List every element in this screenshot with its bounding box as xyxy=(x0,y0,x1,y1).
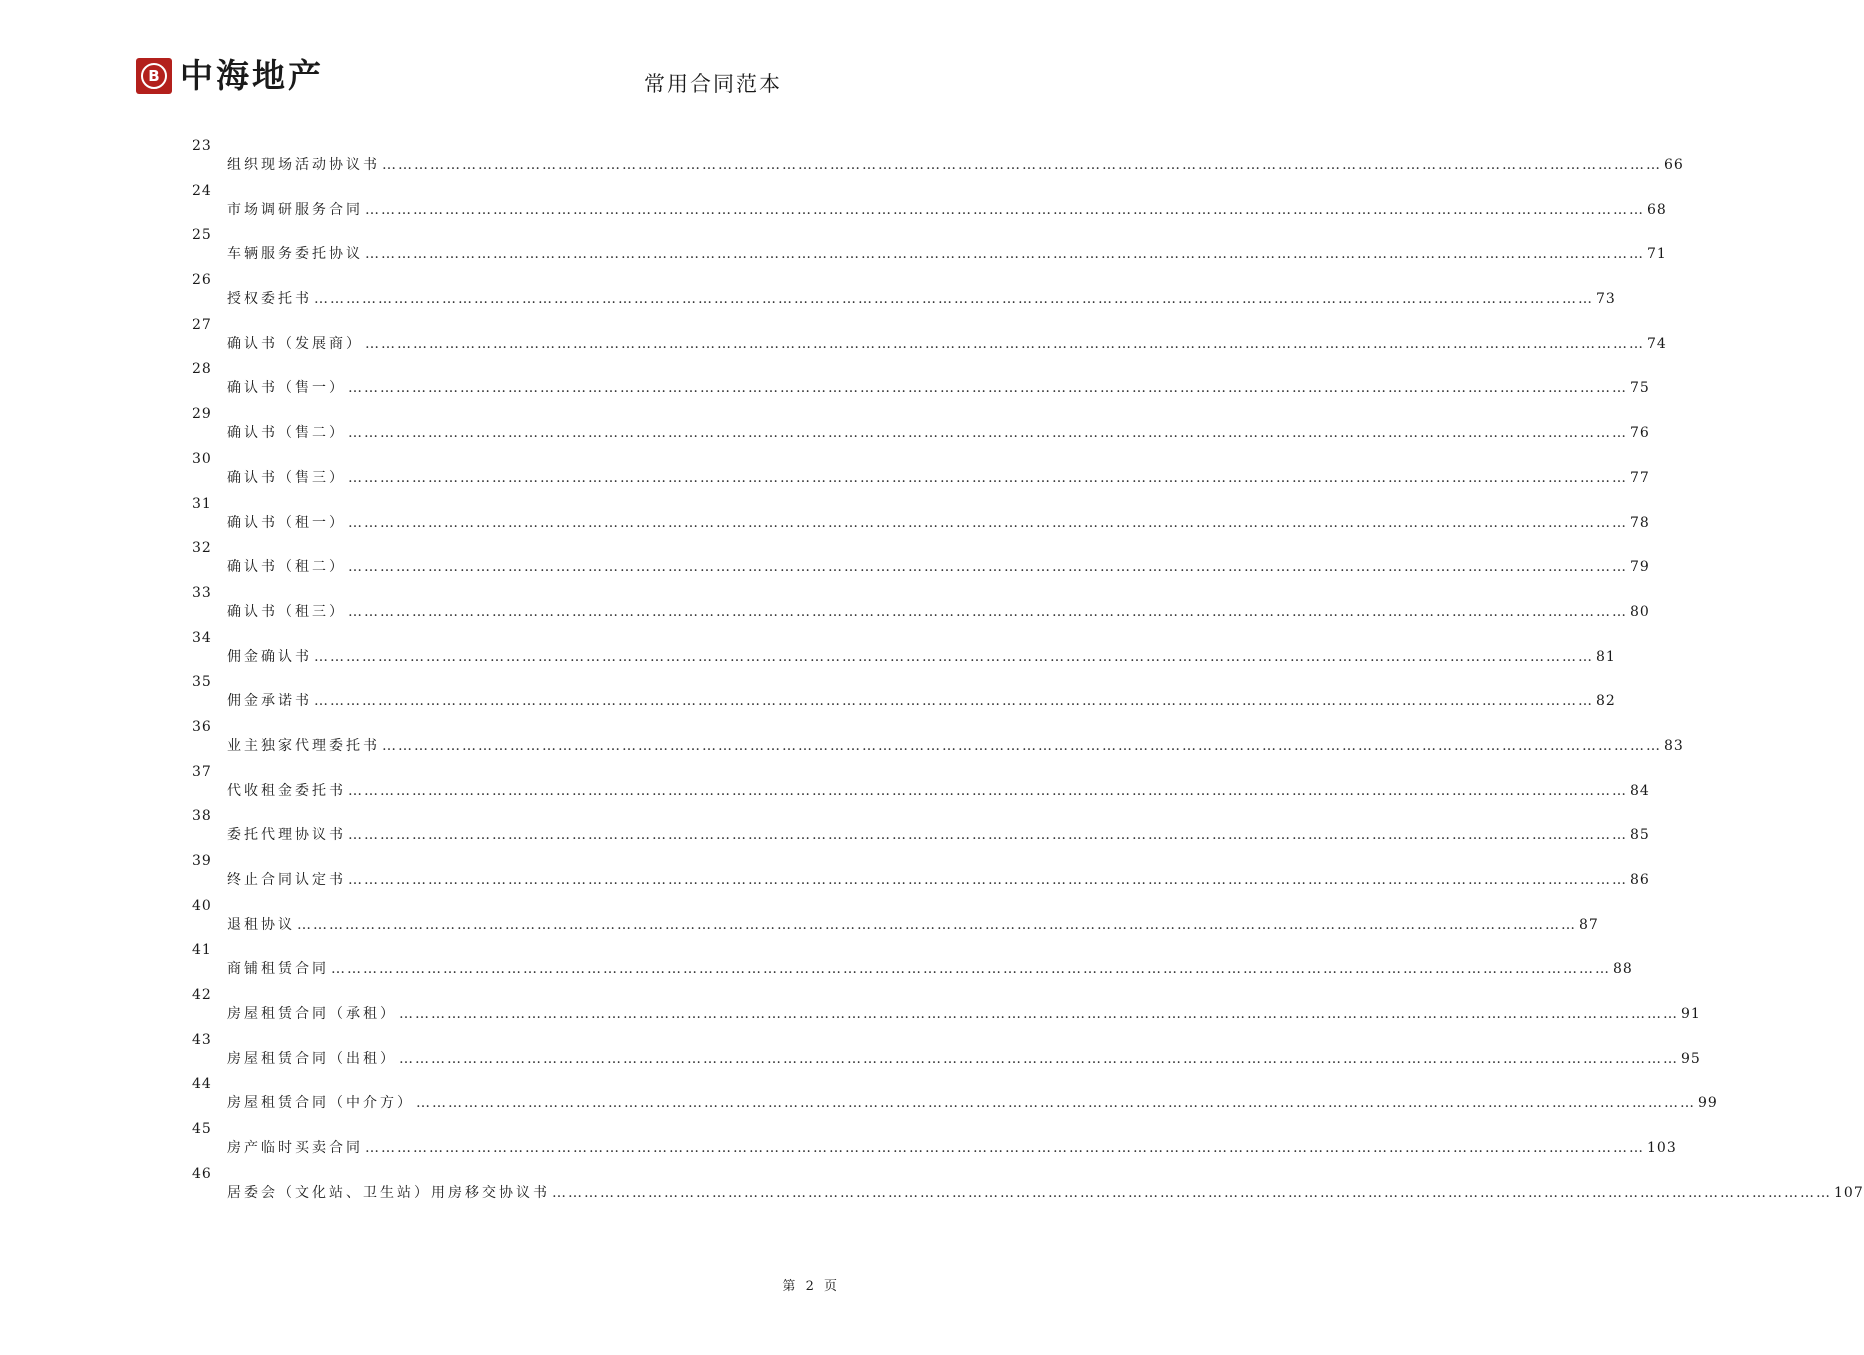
toc-leader-dots: …………………………………………………………………………………………………………………………………………………………………………………………………………………… xyxy=(399,1006,1679,1023)
toc-entry-number: 40 xyxy=(192,897,212,914)
toc-entry-line xyxy=(227,1137,1677,1157)
footer-page-number: 2 xyxy=(805,1279,815,1294)
toc-entry-title: 确认书（售二） xyxy=(227,425,346,442)
toc-entry-line xyxy=(227,288,1616,308)
toc-leader-dots: …………………………………………………………………………………………………………………………………………………………………………………………………………………… xyxy=(348,425,1628,442)
toc-entry-line xyxy=(227,556,1650,576)
toc-entry[interactable] xyxy=(0,540,1650,585)
toc-entry-title: 组织现场活动协议书 xyxy=(227,157,380,173)
footer-suffix: 页 xyxy=(823,1279,838,1294)
toc-entry-line xyxy=(227,1182,1864,1202)
toc-entry-title: 车辆服务委托协议 xyxy=(227,246,363,263)
toc-entry-number: 43 xyxy=(192,1031,212,1048)
toc-entry-title: 业主独家代理委托书 xyxy=(227,737,380,754)
toc-entry-title: 退租协议 xyxy=(227,916,295,933)
toc-entry-line xyxy=(227,869,1650,889)
toc-entry-number: 29 xyxy=(192,406,212,423)
toc-leader-dots: …………………………………………………………………………………………………………………………………………………………………………………………………………………… xyxy=(348,559,1628,576)
toc-entry-page: 83 xyxy=(1664,737,1684,754)
toc-entry[interactable] xyxy=(0,897,1599,943)
toc-leader-dots: …………………………………………………………………………………………………………………………………………………………………………………………………………………… xyxy=(382,157,1662,173)
toc-entry-line xyxy=(227,735,1684,755)
toc-leader-dots: …………………………………………………………………………………………………………………………………………………………………………………………………………………… xyxy=(365,201,1645,218)
toc-entry[interactable] xyxy=(0,763,1650,809)
logo-seal-glyph: B xyxy=(148,66,160,85)
toc-entry-line xyxy=(227,467,1650,487)
toc-leader-dots: …………………………………………………………………………………………………………………………………………………………………………………………………………………… xyxy=(365,1140,1645,1157)
toc-leader-dots: …………………………………………………………………………………………………………………………………………………………………………………………………………………… xyxy=(348,514,1628,531)
toc-entry-page: 75 xyxy=(1630,380,1650,397)
toc-entry-title: 确认书（售一） xyxy=(227,380,346,397)
toc-entry[interactable] xyxy=(0,584,1650,630)
toc-entry[interactable] xyxy=(0,1121,1677,1166)
toc-entry-line xyxy=(227,512,1650,532)
toc-entry-line xyxy=(227,377,1650,397)
toc-entry-page: 87 xyxy=(1579,916,1599,933)
toc-entry-number: 23 xyxy=(192,138,212,154)
toc-entry-line xyxy=(227,958,1633,978)
toc-leader-dots: …………………………………………………………………………………………………………………………………………………………………………………………………………………… xyxy=(552,1184,1832,1201)
toc-entry-page: 71 xyxy=(1647,246,1667,263)
toc-entry-title: 确认书（租三） xyxy=(227,603,346,620)
toc-entry-page: 103 xyxy=(1647,1140,1677,1157)
toc-entry-line xyxy=(227,199,1667,219)
toc-entry-number: 25 xyxy=(192,227,212,244)
toc-entry-line xyxy=(227,333,1667,353)
toc-entry-line xyxy=(227,1048,1701,1068)
toc-leader-dots: …………………………………………………………………………………………………………………………………………………………………………………………………………………… xyxy=(314,648,1594,665)
toc-leader-dots: …………………………………………………………………………………………………………………………………………………………………………………………………………………… xyxy=(348,872,1628,888)
toc-entry[interactable] xyxy=(0,1165,1864,1211)
toc-entry[interactable] xyxy=(0,942,1633,987)
toc-entry-number: 35 xyxy=(192,674,212,691)
toc-entry-title: 代收租金委托书 xyxy=(227,782,346,799)
toc-entry[interactable] xyxy=(0,227,1667,272)
toc-entry-number: 27 xyxy=(192,316,212,333)
toc-entry-number: 34 xyxy=(192,629,212,646)
toc-entry-line xyxy=(227,690,1616,710)
toc-entry[interactable] xyxy=(0,987,1701,1032)
table-of-contents xyxy=(0,138,1864,1211)
toc-entry-title: 确认书（租一） xyxy=(227,514,346,531)
document-title: 常用合同范本 xyxy=(644,72,782,96)
toc-entry-number: 44 xyxy=(192,1076,212,1093)
toc-entry-page: 85 xyxy=(1630,827,1650,844)
toc-entry[interactable] xyxy=(0,495,1650,541)
toc-leader-dots: …………………………………………………………………………………………………………………………………………………………………………………………………………………… xyxy=(348,782,1628,799)
toc-leader-dots: …………………………………………………………………………………………………………………………………………………………………………………………………………………… xyxy=(416,1095,1696,1112)
toc-entry-number: 38 xyxy=(192,808,212,825)
toc-entry-line xyxy=(227,1003,1701,1023)
toc-leader-dots: …………………………………………………………………………………………………………………………………………………………………………………………………………………… xyxy=(399,1050,1679,1067)
toc-entry-line xyxy=(227,914,1599,934)
toc-entry[interactable] xyxy=(0,138,1684,183)
toc-entry-line xyxy=(227,422,1650,442)
toc-entry-page: 99 xyxy=(1698,1095,1718,1112)
toc-entry-line xyxy=(227,243,1667,263)
toc-entry-title: 确认书（发展商） xyxy=(227,335,363,352)
brand-name: 中海地产 xyxy=(180,56,324,95)
toc-entry[interactable] xyxy=(0,629,1616,675)
toc-leader-dots: …………………………………………………………………………………………………………………………………………………………………………………………………………………… xyxy=(348,603,1628,620)
footer-prefix: 第 xyxy=(782,1279,797,1294)
toc-entry-title: 房屋租赁合同（中介方） xyxy=(227,1095,414,1112)
toc-entry-number: 37 xyxy=(192,763,212,780)
toc-entry-line xyxy=(227,601,1650,621)
toc-entry-number: 39 xyxy=(192,853,212,869)
company-logo xyxy=(136,58,324,94)
page-footer xyxy=(780,1275,840,1294)
toc-leader-dots: …………………………………………………………………………………………………………………………………………………………………………………………………………………… xyxy=(348,827,1628,844)
toc-entry-page: 76 xyxy=(1630,425,1650,442)
toc-entry-line xyxy=(227,1092,1718,1112)
toc-entry-line xyxy=(227,780,1650,800)
logo-seal-icon xyxy=(136,58,172,94)
toc-entry-number: 46 xyxy=(192,1165,212,1182)
toc-entry-number: 42 xyxy=(192,987,212,1004)
toc-entry-number: 31 xyxy=(192,495,212,512)
toc-entry-title: 确认书（售三） xyxy=(227,469,346,486)
toc-leader-dots: …………………………………………………………………………………………………………………………………………………………………………………………………………………… xyxy=(331,961,1611,978)
toc-entry-page: 95 xyxy=(1681,1050,1701,1067)
toc-entry[interactable] xyxy=(0,1031,1701,1077)
toc-entry-line xyxy=(227,824,1650,844)
toc-entry-page: 86 xyxy=(1630,872,1650,888)
toc-entry-page: 79 xyxy=(1630,559,1650,576)
toc-entry-title: 居委会（文化站、卫生站）用房移交协议书 xyxy=(227,1184,550,1201)
toc-entry-number: 30 xyxy=(192,450,212,467)
toc-entry-title: 房屋租赁合同（出租） xyxy=(227,1050,397,1067)
toc-entry-page: 82 xyxy=(1596,693,1616,710)
toc-entry-page: 80 xyxy=(1630,603,1650,620)
toc-entry-title: 市场调研服务合同 xyxy=(227,201,363,218)
toc-leader-dots: …………………………………………………………………………………………………………………………………………………………………………………………………………………… xyxy=(348,469,1628,486)
toc-entry-title: 房屋租赁合同（承租） xyxy=(227,1006,397,1023)
toc-entry[interactable] xyxy=(0,450,1650,496)
toc-leader-dots: …………………………………………………………………………………………………………………………………………………………………………………………………………………… xyxy=(365,335,1645,352)
toc-entry[interactable] xyxy=(0,182,1667,228)
toc-entry-page: 73 xyxy=(1596,291,1616,308)
toc-entry[interactable] xyxy=(0,1076,1718,1121)
logo-seal-ring xyxy=(141,63,167,89)
toc-entry-page: 66 xyxy=(1664,157,1684,173)
toc-entry[interactable] xyxy=(0,853,1650,898)
toc-entry-page: 107 xyxy=(1834,1184,1864,1201)
toc-entry-title: 佣金确认书 xyxy=(227,648,312,665)
toc-entry[interactable] xyxy=(0,316,1667,362)
toc-entry-number: 36 xyxy=(192,718,212,735)
toc-entry-page: 81 xyxy=(1596,648,1616,665)
toc-entry-number: 33 xyxy=(192,584,212,601)
toc-leader-dots: …………………………………………………………………………………………………………………………………………………………………………………………………………………… xyxy=(382,737,1662,754)
toc-leader-dots: …………………………………………………………………………………………………………………………………………………………………………………………………………………… xyxy=(348,380,1628,397)
toc-entry[interactable] xyxy=(0,272,1616,317)
toc-entry[interactable] xyxy=(0,718,1684,764)
toc-entry-title: 终止合同认定书 xyxy=(227,872,346,888)
toc-entry-title: 佣金承诺书 xyxy=(227,693,312,710)
toc-entry-line xyxy=(227,646,1616,666)
toc-entry-page: 68 xyxy=(1647,201,1667,218)
toc-leader-dots: …………………………………………………………………………………………………………………………………………………………………………………………………………………… xyxy=(297,916,1577,933)
toc-entry-number: 41 xyxy=(192,942,212,959)
toc-entry-number: 26 xyxy=(192,272,212,289)
toc-entry-title: 授权委托书 xyxy=(227,291,312,308)
toc-entry-page: 78 xyxy=(1630,514,1650,531)
toc-entry[interactable] xyxy=(0,406,1650,451)
toc-entry-number: 45 xyxy=(192,1121,212,1138)
toc-entry-page: 88 xyxy=(1613,961,1633,978)
toc-entry-page: 91 xyxy=(1681,1006,1701,1023)
toc-entry[interactable] xyxy=(0,674,1616,719)
toc-entry-title: 房产临时买卖合同 xyxy=(227,1140,363,1157)
toc-entry-page: 74 xyxy=(1647,335,1667,352)
toc-entry-number: 24 xyxy=(192,182,212,199)
toc-entry-line xyxy=(227,154,1684,174)
toc-entry-number: 32 xyxy=(192,540,212,557)
toc-entry-title: 委托代理协议书 xyxy=(227,827,346,844)
toc-leader-dots: …………………………………………………………………………………………………………………………………………………………………………………………………………………… xyxy=(314,291,1594,308)
toc-entry-page: 77 xyxy=(1630,469,1650,486)
toc-entry[interactable] xyxy=(0,361,1650,406)
toc-entry-number: 28 xyxy=(192,361,212,378)
toc-entry[interactable] xyxy=(0,808,1650,853)
toc-leader-dots: …………………………………………………………………………………………………………………………………………………………………………………………………………………… xyxy=(314,693,1594,710)
toc-leader-dots: …………………………………………………………………………………………………………………………………………………………………………………………………………………… xyxy=(365,246,1645,263)
toc-entry-title: 确认书（租二） xyxy=(227,559,346,576)
toc-entry-page: 84 xyxy=(1630,782,1650,799)
toc-entry-title: 商铺租赁合同 xyxy=(227,961,329,978)
